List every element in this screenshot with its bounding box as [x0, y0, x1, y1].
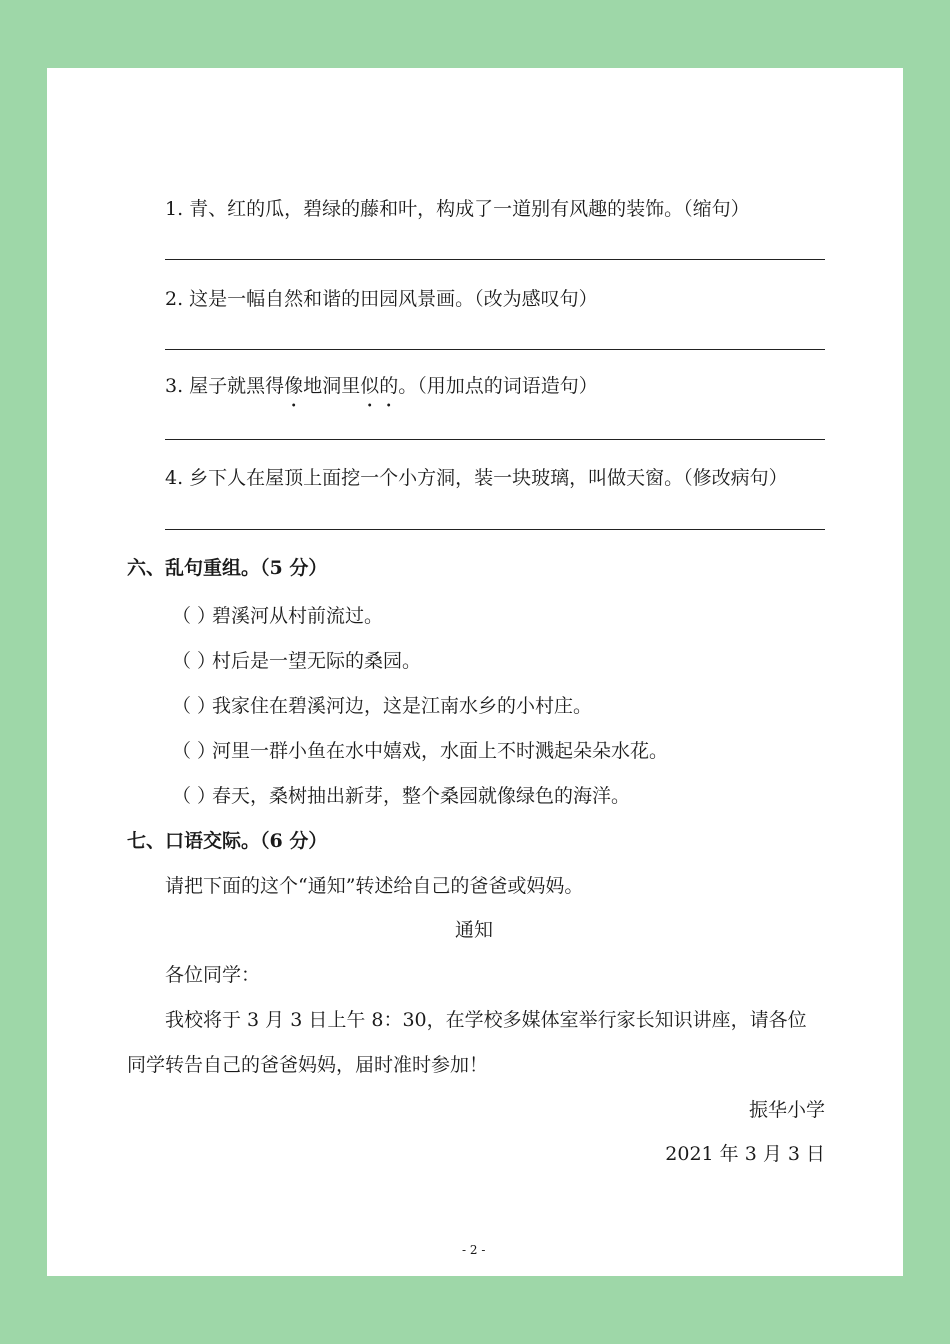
reorder-item-4 — [172, 736, 668, 763]
dotted-word-2: 似 — [360, 375, 380, 397]
answer-line-3[interactable] — [165, 439, 825, 440]
question-3-text-mid: 地洞里 — [303, 375, 361, 397]
answer-paren-4[interactable]: （ ） — [172, 740, 217, 762]
notice-body-line-2: 同学转告自己的爸爸妈妈，届时准时参加！ — [127, 1054, 489, 1076]
section-7-instruction: 请把下面的这个“通知”转述给自己的爸爸或妈妈。 — [165, 875, 584, 897]
reorder-text-1: 碧溪河从村前流过。 — [212, 605, 384, 627]
answer-paren-5[interactable]: （ ） — [172, 785, 217, 807]
question-3-text-before: 3. 屋子就黑得 — [165, 375, 285, 397]
reorder-item-5 — [172, 781, 630, 808]
reorder-text-4: 河里一群小鱼在水中嬉戏，水面上不时溅起朵朵水花。 — [212, 740, 669, 762]
answer-paren-3[interactable]: （ ） — [172, 695, 217, 717]
question-1: 1. 青、红的瓜，碧绿的藤和叶，构成了一道别有风趣的装饰。（缩句） — [165, 198, 750, 220]
reorder-item-2 — [172, 646, 421, 673]
section-7-heading: 七、口语交际。（6 分） — [127, 830, 328, 852]
reorder-item-3 — [172, 691, 592, 718]
dotted-word-1: 像 — [284, 375, 304, 397]
dotted-word-3: 的 — [379, 375, 399, 397]
section-6-heading: 六、乱句重组。（5 分） — [127, 557, 328, 579]
reorder-text-3: 我家住在碧溪河边，这是江南水乡的小村庄。 — [212, 695, 593, 717]
question-4: 4. 乡下人在屋顶上面挖一个小方洞，装一块玻璃，叫做天窗。（修改病句） — [165, 467, 788, 489]
answer-line-1[interactable] — [165, 259, 825, 260]
notice-greeting: 各位同学： — [165, 964, 261, 986]
notice-body-line-1: 我校将于 3 月 3 日上午 8：30，在学校多媒体室举行家长知识讲座，请各位 — [165, 1009, 807, 1031]
question-2: 2. 这是一幅自然和谐的田园风景画。（改为感叹句） — [165, 288, 598, 310]
notice-title: 通知 — [455, 919, 494, 941]
notice-date: 2021 年 3 月 3 日 — [665, 1143, 825, 1165]
page-number: - 2 - — [462, 1243, 486, 1257]
notice-signature: 振华小学 — [748, 1099, 825, 1121]
answer-line-4[interactable] — [165, 529, 825, 530]
answer-paren-2[interactable]: （ ） — [172, 650, 217, 672]
reorder-text-5: 春天，桑树抽出新芽，整个桑园就像绿色的海洋。 — [212, 785, 631, 807]
answer-paren-1[interactable]: （ ） — [172, 605, 217, 627]
question-3-text-after: 。（用加点的词语造句） — [398, 375, 598, 397]
answer-line-2[interactable] — [165, 349, 825, 350]
reorder-item-1 — [172, 601, 383, 628]
question-3 — [165, 371, 598, 398]
reorder-text-2: 村后是一望无际的桑园。 — [212, 650, 422, 672]
